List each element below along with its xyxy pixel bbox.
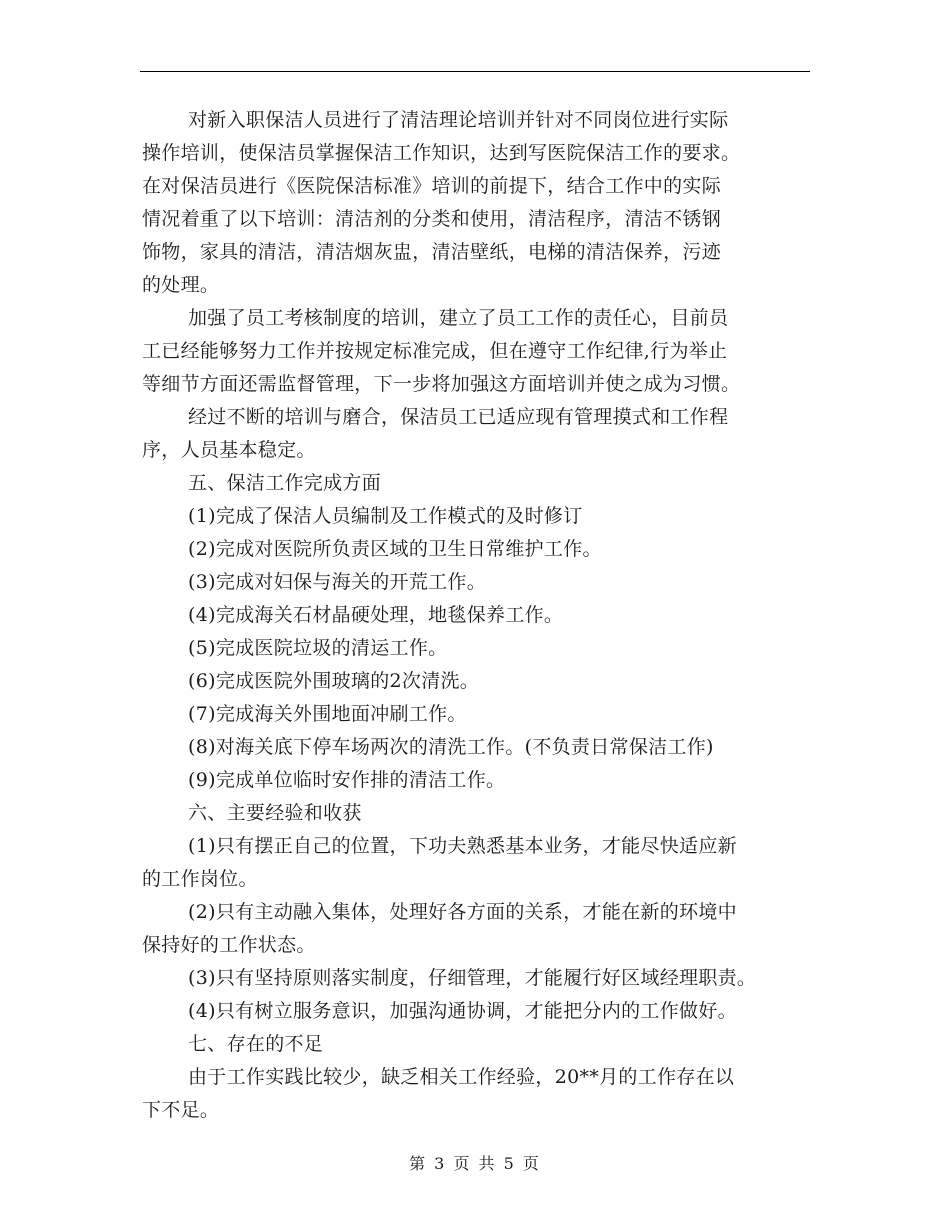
list-item: (8)对海关底下停车场两次的清洗工作。(不负责日常保洁工作) (188, 736, 714, 758)
paragraph-line: 对新入职保洁人员进行了清洁理论培训并针对不同岗位进行实际 (188, 109, 729, 131)
list-item: (4)只有树立服务意识，加强沟通协调，才能把分内的工作做好。 (188, 1000, 737, 1022)
list-item: (3)只有坚持原则落实制度，仔细管理，才能履行好区域经理职责。 (188, 967, 757, 989)
list-item: (1)完成了保洁人员编制及工作模式的及时修订 (188, 505, 583, 527)
paragraph-line: 加强了员工考核制度的培训，建立了员工工作的责任心，目前员 (188, 307, 729, 329)
paragraph-line: 饰物，家具的清洁，清洁烟灰盅，清洁壁纸，电梯的清洁保养，污迹 (142, 241, 722, 263)
paragraph-line: 序，人员基本稳定。 (142, 439, 316, 461)
paragraph-line: 等细节方面还需监督管理，下一步将加强这方面培训并使之成为习惯。 (142, 373, 741, 395)
page-number-footer: 第 3 页 共 5 页 (409, 1154, 541, 1173)
paragraph-line: 操作培训，使保洁员掌握保洁工作知识，达到写医院保洁工作的要求。 (142, 142, 741, 164)
paragraph-line: 情况着重了以下培训：清洁剂的分类和使用，清洁程序，清洁不锈钢 (142, 208, 722, 230)
section-heading: 七、存在的不足 (188, 1033, 324, 1055)
paragraph-line: 在对保洁员进行《医院保洁标准》培训的前提下，结合工作中的实际 (142, 175, 722, 197)
section-heading: 六、主要经验和收获 (188, 802, 362, 824)
paragraph-line: 经过不断的培训与磨合，保洁员工已适应现有管理摸式和工作程 (188, 406, 729, 428)
list-item: (9)完成单位临时安作排的清洁工作。 (188, 769, 506, 791)
list-item: (5)完成医院垃圾的清运工作。 (188, 637, 448, 659)
list-item: (3)完成对妇保与海关的开荒工作。 (188, 571, 487, 593)
list-item-continuation: 的工作岗位。 (142, 868, 258, 890)
paragraph-line: 工已经能够努力工作并按规定标准完成，但在遵守工作纪律,行为举止 (142, 340, 728, 362)
list-item: (1)只有摆正自己的位置，下功夫熟悉基本业务，才能尽快适应新 (188, 835, 737, 857)
list-item: (7)完成海关外围地面冲刷工作。 (188, 703, 467, 725)
body-text (142, 104, 810, 1127)
list-item: (6)完成医院外围玻璃的2次清洗。 (188, 670, 480, 692)
list-item: (4)完成海关石材晶硬处理，地毯保养工作。 (188, 604, 564, 626)
paragraph-line: 的处理。 (142, 274, 220, 296)
section-heading: 五、保洁工作完成方面 (188, 472, 382, 494)
header-rule (140, 71, 810, 72)
list-item: (2)只有主动融入集体，处理好各方面的关系，才能在新的环境中 (188, 901, 737, 923)
paragraph-line: 下不足。 (142, 1099, 220, 1121)
paragraph-line: 由于工作实践比较少，缺乏相关工作经验，20**月的工作存在以 (188, 1066, 735, 1088)
list-item: (2)完成对医院所负责区域的卫生日常维护工作。 (188, 538, 602, 560)
list-item-continuation: 保持好的工作状态。 (142, 934, 316, 956)
